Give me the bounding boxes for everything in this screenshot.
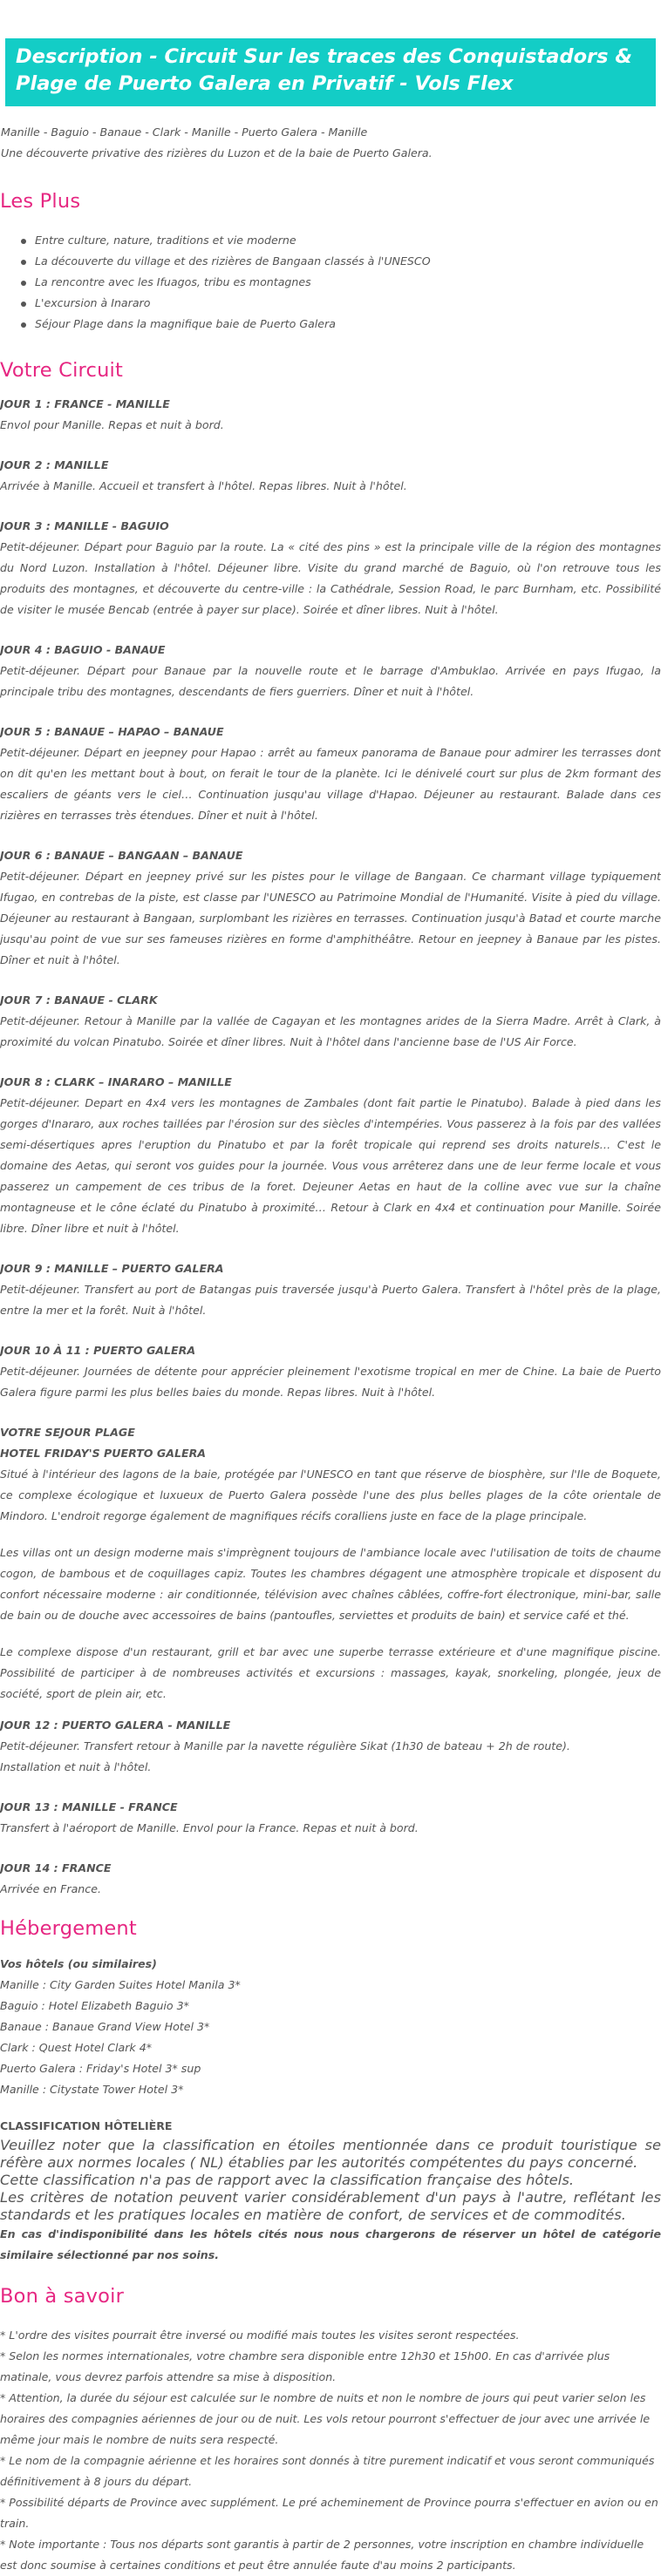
bullet-icon bbox=[21, 281, 26, 286]
page-title: Description - Circuit Sur les traces des Conquistadors & Plage de Puerto Galera en Privatif - Vols Flex bbox=[16, 45, 632, 95]
highlights-list bbox=[0, 230, 661, 335]
day-title: JOUR 1 : FRANCE - MANILLE bbox=[0, 397, 170, 410]
day-block bbox=[0, 1715, 661, 1778]
day-title: JOUR 10 À 11 : PUERTO GALERA bbox=[0, 1344, 196, 1357]
bullet-icon bbox=[21, 260, 26, 265]
day-body: Arrivée à Manille. Accueil et transfert à l'hôtel. Repas libres. Nuit à l'hôtel. bbox=[0, 479, 407, 492]
hotel-item: Banaue : Banaue Grand View Hotel 3* bbox=[0, 2020, 210, 2033]
bullet-icon bbox=[21, 239, 26, 244]
day-block bbox=[0, 1797, 661, 1839]
day-body: Petit-déjeuner. Transfert au port de Batangas puis traversée jusqu'à Puerto Galera. Transfert à l'hôtel près de la plage, entre la mer et la forêt. Nuit à l'hôtel. bbox=[0, 1283, 661, 1317]
highlight-text: Séjour Plage dans la magnifique baie de Puerto Galera bbox=[35, 317, 336, 330]
highlight-text: L'excursion à Inararo bbox=[35, 296, 151, 309]
hotel-item: Baguio : Hotel Elizabeth Baguio 3* bbox=[0, 1999, 189, 2012]
classification-block bbox=[0, 2116, 661, 2266]
good-to-know-item: * Le nom de la compagnie aérienne et les horaires sont donnés à titre purement indicatif et vous seront communiqués définitivement à 8 jours du départ. bbox=[0, 2454, 655, 2488]
hotel-description bbox=[0, 1542, 661, 1705]
section-heading-hebergement: Hébergement bbox=[0, 1917, 137, 1940]
good-to-know-list bbox=[0, 2325, 661, 2576]
section-heading-circuit: Votre Circuit bbox=[0, 359, 124, 382]
highlight-item bbox=[35, 230, 661, 251]
hotel-paragraph: Les villas ont un design moderne mais s'imprègnent toujours de l'ambiance locale avec l'utilisation de toits de chaume cogon, de bambous et de coquillages capiz. Toutes les chambres dégagent une atmosphère tropicale et disposent du confort nécessaire moderne : air conditionnée, télévision avec chaînes câblées, coffre-fort électronique, mini-bar, salle de bain ou de douche avec accessoires de bains (pantoufles, serviettes et produits de bain) et service café et thé. bbox=[0, 1546, 661, 1622]
day-block bbox=[0, 845, 661, 971]
good-to-know-item: * Note importante : Tous nos départs sont garantis à partir de 2 personnes, votre inscription en chambre individuelle est donc soumise à certaines conditions et peut être annulée faute d'au moins 2 participants. bbox=[0, 2538, 644, 2572]
hotel-item: Manille : City Garden Suites Hotel Manila 3* bbox=[0, 1978, 241, 1991]
itinerary-route: Manille - Baguio - Banaue - Clark - Manille - Puerto Galera - Manille bbox=[1, 125, 368, 139]
classification-line: Les critères de notation peuvent varier considérablement d'un pays à l'autre, reflétant les standards et les pratiques locales en matière de confort, de services et de commodités. bbox=[0, 2189, 661, 2223]
day-body: Petit-déjeuner. Départ en jeepney pour Hapao : arrêt au fameux panorama de Banaue pour admirer les terrasses dont on dit qu'en les mettant bout à bout, on ferait le tour de la planète. Ici le dénivelé court sur plus de 2km formant des escaliers de géants vers le ciel… Continuation jusqu'au village d'Hapao. Déjeuner au restaurant. Balade dans ces rizières en terrasses très étendues. Dîner et nuit à l'hôtel. bbox=[0, 746, 661, 822]
day-title: JOUR 4 : BAGUIO - BANAUE bbox=[0, 643, 166, 656]
hotel-item: Clark : Quest Hotel Clark 4* bbox=[0, 2041, 153, 2054]
good-to-know-item: * Attention, la durée du séjour est calculée sur le nombre de nuits et non le nombre de jours qui peut varier selon les horaires des compagnies aériennes de jour ou de nuit. Les vols retour pourront s'effectuer de jour avec une arrivée le même jour mais le nombre de nuits sera respecté. bbox=[0, 2391, 651, 2446]
day-block bbox=[0, 455, 661, 497]
highlight-text: La rencontre avec les Ifuagos, tribu es montagnes bbox=[35, 275, 311, 288]
day-block bbox=[0, 640, 661, 702]
day-title: JOUR 8 : CLARK – INARARO – MANILLE bbox=[0, 1075, 232, 1088]
day-title: JOUR 2 : MANILLE bbox=[0, 458, 109, 471]
day-title: JOUR 13 : MANILLE - FRANCE bbox=[0, 1800, 178, 1813]
day-body: Petit-déjeuner. Départ pour Baguio par la route. La « cité des pins » est la principale ville de la région des montagnes du Nord Luzon. Installation à l'hôtel. Déjeuner libre. Visite du grand marché de Baguio, où l'on retrouve tous les produits des montagnes, et découverte du centre-ville : la Cathédrale, Session Road, le parc Burnham, etc. Possibilité de visiter le musée Bencab (entrée à payer sur place). Soirée et dîner libres. Nuit à l'hôtel. bbox=[0, 540, 661, 616]
good-to-know-item: * Possibilité départs de Province avec supplément. Le pré acheminement de Province pourra s'effectuer en avion ou en train. bbox=[0, 2496, 658, 2530]
classification-line: Cette classification n'a pas de rapport avec la classification française des hôtels. bbox=[0, 2172, 574, 2188]
day-block bbox=[0, 1422, 661, 1527]
bullet-icon bbox=[21, 322, 26, 328]
day-title: JOUR 9 : MANILLE – PUERTO GALERA bbox=[0, 1262, 224, 1275]
highlight-item bbox=[35, 293, 661, 314]
day-block bbox=[0, 1258, 661, 1321]
hotel-paragraph: Le complexe dispose d'un restaurant, grill et bar avec une superbe terrasse extérieure et d'une magnifique piscine. Possibilité de participer à de nombreuses activités et excursions : massages, kayak, snorkeling, plongée, jeux de société, sport de plein air, etc. bbox=[0, 1645, 661, 1700]
day-title: JOUR 12 : PUERTO GALERA - MANILLE bbox=[0, 1718, 231, 1732]
good-to-know-item: * Selon les normes internationales, votre chambre sera disponible entre 12h30 et 15h00. En cas d'arrivée plus matinale, vous devrez parfois attendre sa mise à disposition. bbox=[0, 2349, 610, 2383]
day-title: VOTRE SEJOUR PLAGE HOTEL FRIDAY'S PUERTO GALERA bbox=[0, 1426, 207, 1460]
highlight-text: La découverte du village et des rizières de Bangaan classés à l'UNESCO bbox=[35, 254, 431, 268]
day-title: JOUR 14 : FRANCE bbox=[0, 1861, 112, 1874]
day-title: JOUR 5 : BANAUE – HAPAO – BANAUE bbox=[0, 725, 224, 738]
hotels-title: Vos hôtels (ou similaires) bbox=[0, 1957, 157, 1970]
highlight-item bbox=[35, 314, 661, 335]
day-block bbox=[0, 394, 661, 436]
day-title: JOUR 3 : MANILLE - BAGUIO bbox=[0, 519, 169, 532]
day-body: Petit-déjeuner. Depart en 4x4 vers les montagnes de Zambales (dont fait partie le Pinatubo). Balade à pied dans les gorges d'Inararo, aux roches taillées par l'érosion sur des siècles d'intempéries. Vous passerez à la fois par des vallées semi-désertiques apres l'eruption du Pinatubo et par la forêt tropicale qui reprend ses droits naturels… C'est le domaine des Aetas, qui seront vos guides pour la journée. Vous vous arrêterez dans une de leur ferme locale et vous passerez un campement de ces tribus de la foret. Dejeuner Aetas en haut de la colline avec vue sur la chaîne montagneuse et le cône éclaté du Pinatubo à proximité… Retour à Clark en 4x4 et continuation pour Manille. Soirée libre. Dîner libre et nuit à l'hôtel. bbox=[0, 1096, 661, 1235]
itinerary-days bbox=[0, 394, 661, 1527]
classification-title: CLASSIFICATION HÔTELIÈRE bbox=[0, 2119, 173, 2132]
hotel-item: Manille : Citystate Tower Hotel 3* bbox=[0, 2083, 184, 2096]
page-title-banner bbox=[5, 38, 656, 106]
section-heading-plus: Les Plus bbox=[0, 190, 81, 213]
hotel-item: Puerto Galera : Friday's Hotel 3* sup bbox=[0, 2062, 201, 2075]
highlight-item bbox=[35, 251, 661, 272]
day-body: Envol pour Manille. Repas et nuit à bord. bbox=[0, 418, 224, 431]
day-block bbox=[0, 516, 661, 620]
day-block bbox=[0, 990, 661, 1053]
day-body: Petit-déjeuner. Journées de détente pour apprécier pleinement l'exotisme tropical en mer de Chine. La baie de Puerto Galera figure parmi les plus belles baies du monde. Repas libres. Nuit à l'hôtel. bbox=[0, 1365, 661, 1399]
day-body: Petit-déjeuner. Transfert retour à Manille par la navette régulière Sikat (1h30 de bateau + 2h de route). Installation et nuit à l'hôtel. bbox=[0, 1739, 570, 1773]
itinerary-days-end bbox=[0, 1715, 661, 1900]
day-body: Transfert à l'aéroport de Manille. Envol pour la France. Repas et nuit à bord. bbox=[0, 1821, 419, 1834]
day-body: Situé à l'intérieur des lagons de la baie, protégée par l'UNESCO en tant que réserve de biosphère, sur l'Ile de Boquete, ce complexe écologique et luxueux de Puerto Galera possède l'une des plus belles plages de la côte orientale de Mindoro. L'endroit regorge également de magnifiques récifs coralliens juste en face de la plage principale. bbox=[0, 1468, 661, 1522]
classification-line: Veuillez noter que la classification en étoiles mentionnée dans ce produit touristique se réfère aux normes locales ( NL) établies par les autorités compétentes du pays concerné. bbox=[0, 2137, 661, 2171]
day-body: Petit-déjeuner. Départ pour Banaue par la nouvelle route et le barrage d'Ambuklao. Arrivée en pays Ifugao, la principale tribu des montagnes, descendants de fiers guerriers. Dîner et nuit à l'hôtel. bbox=[0, 664, 661, 698]
intro bbox=[0, 122, 661, 164]
day-block bbox=[0, 1858, 661, 1900]
day-title: JOUR 7 : BANAUE - CLARK bbox=[0, 993, 158, 1007]
day-block bbox=[0, 1340, 661, 1403]
good-to-know-item: * L'ordre des visites pourrait être inversé ou modifié mais toutes les visites seront respectées. bbox=[0, 2329, 520, 2342]
classification-note: En cas d'indisponibilité dans les hôtels cités nous nous chargerons de réserver un hôtel de catégorie similaire sélectionné par nos soins. bbox=[0, 2227, 661, 2261]
day-block bbox=[0, 722, 661, 826]
highlight-item bbox=[35, 272, 661, 293]
day-block bbox=[0, 1072, 661, 1239]
hotels-list bbox=[0, 1954, 661, 2100]
bullet-icon bbox=[21, 302, 26, 307]
day-body: Petit-déjeuner. Retour à Manille par la vallée de Cagayan et les montagnes arides de la Sierra Madre. Arrêt à Clark, à proximité du volcan Pinatubo. Soirée et dîner libres. Nuit à l'hôtel dans l'ancienne base de l'US Air Force. bbox=[0, 1014, 661, 1048]
day-body: Arrivée en France. bbox=[0, 1882, 101, 1895]
intro-tagline: Une découverte privative des rizières du Luzon et de la baie de Puerto Galera. bbox=[1, 146, 433, 159]
day-body: Petit-déjeuner. Départ en jeepney privé sur les pistes pour le village de Bangaan. Ce charmant village typiquement Ifugao, en contrebas de la piste, est classe par l'UNESCO au Patrimoine Mondial de l'Humanité. Visite à pied du village. Déjeuner au restaurant à Bangaan, surplombant les rizières en terrasses. Continuation jusqu'à Batad et courte marche jusqu'au point de vue sur ses fameuses rizières en forme d'amphithéâtre. Retour en jeepney à Banaue par les pistes. Dîner et nuit à l'hôtel. bbox=[0, 870, 661, 966]
day-title: JOUR 6 : BANAUE – BANGAAN – BANAUE bbox=[0, 849, 243, 862]
section-heading-bon: Bon à savoir bbox=[0, 2285, 125, 2308]
highlight-text: Entre culture, nature, traditions et vie moderne bbox=[35, 234, 296, 247]
